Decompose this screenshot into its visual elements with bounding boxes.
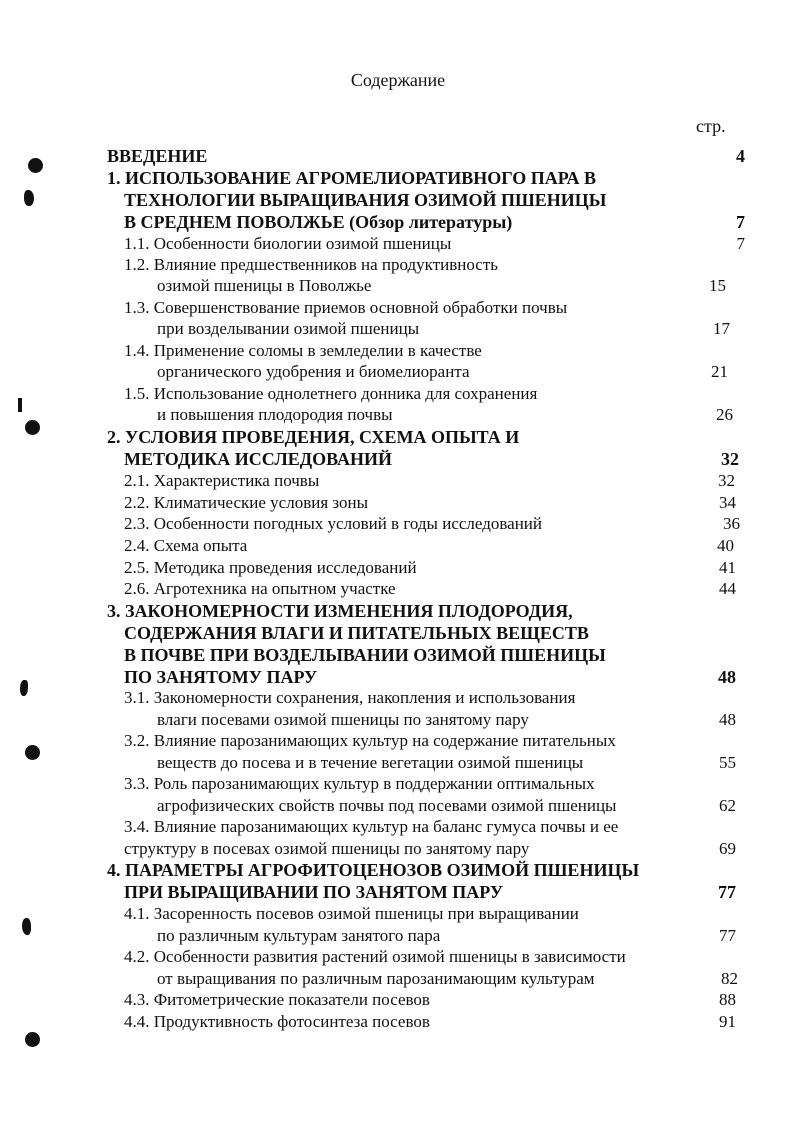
punch-hole-dot <box>25 745 40 760</box>
toc-entry-text: 3.3. Роль парозанимающих культур в поддержании оптимальных <box>124 774 595 793</box>
toc-entry-text: 1.4. Применение соломы в земледелии в качестве <box>124 341 482 360</box>
page-column-header: стр. <box>696 116 726 136</box>
toc-page-number: 4 <box>736 146 745 166</box>
toc-entry-text: 4.4. Продуктивность фотосинтеза посевов <box>124 1012 430 1031</box>
toc-entry-text: 1. ИСПОЛЬЗОВАНИЕ АГРОМЕЛИОРАТИВНОГО ПАРА В <box>107 168 596 188</box>
toc-entry-text: 2.1. Характеристика почвы <box>124 471 320 490</box>
toc-entry-text: В СРЕДНЕМ ПОВОЛЖЬЕ (Обзор литературы) <box>124 212 513 232</box>
toc-entry-text: от выращивания по различным парозанимающим культурам <box>157 969 595 988</box>
toc-entry-text: 3. ЗАКОНОМЕРНОСТИ ИЗМЕНЕНИЯ ПЛОДОРОДИЯ, <box>107 601 573 621</box>
page-title: Содержание <box>350 70 446 90</box>
toc-entry-text: органического удобрения и биомелиоранта <box>157 362 470 381</box>
toc-entry-text: по различным культурам занятого пара <box>157 926 441 945</box>
toc-page-number: 7 <box>736 212 745 232</box>
toc-entry-text: МЕТОДИКА ИССЛЕДОВАНИЙ <box>124 449 393 469</box>
scan-mark <box>22 918 31 935</box>
scan-mark <box>24 190 34 206</box>
punch-hole-dot <box>28 158 43 173</box>
toc-page-number: 7 <box>736 234 745 253</box>
toc-page-number: 32 <box>718 471 735 490</box>
toc-page-number: 44 <box>719 579 736 598</box>
toc-entry-text: ПО ЗАНЯТОМУ ПАРУ <box>124 667 318 687</box>
toc-entry-text: 1.2. Влияние предшественников на продуктивность <box>124 255 499 274</box>
toc-entry-text: при возделывании озимой пшеницы <box>157 319 420 338</box>
toc-entry-text: 2.6. Агротехника на опытном участке <box>124 579 396 598</box>
toc-entry-text: веществ до посева и в течение вегетации озимой пшеницы <box>157 753 584 772</box>
toc-page-number: 15 <box>709 276 726 295</box>
toc-page-number: 48 <box>718 667 736 687</box>
toc-entry-text: озимой пшеницы в Поволжье <box>157 276 372 295</box>
toc-page-number: 34 <box>719 493 736 512</box>
toc-page-number: 91 <box>719 1012 736 1031</box>
toc-page-number: 36 <box>723 514 740 533</box>
toc-entry-text: 1.3. Совершенствование приемов основной обработки почвы <box>124 298 568 317</box>
toc-page-number: 48 <box>719 710 736 729</box>
toc-page-number: 77 <box>718 882 736 902</box>
toc-page-number: 40 <box>717 536 734 555</box>
toc-entry-text: СОДЕРЖАНИЯ ВЛАГИ И ПИТАТЕЛЬНЫХ ВЕЩЕСТВ <box>124 623 589 643</box>
toc-page-number: 41 <box>719 558 736 577</box>
toc-page-number: 26 <box>716 405 733 424</box>
toc-entry-text: 2.2. Климатические условия зоны <box>124 493 369 512</box>
toc-entry-text: 2.5. Методика проведения исследований <box>124 558 417 577</box>
toc-page-number: 77 <box>719 926 736 945</box>
toc-entry-text: 4. ПАРАМЕТРЫ АГРОФИТОЦЕНОЗОВ ОЗИМОЙ ПШЕНИЦЫ <box>107 860 640 880</box>
toc-entry-text: 2.3. Особенности погодных условий в годы исследований <box>124 514 543 533</box>
punch-hole-dot <box>25 420 40 435</box>
toc-entry-text: ТЕХНОЛОГИИ ВЫРАЩИВАНИЯ ОЗИМОЙ ПШЕНИЦЫ <box>124 190 607 210</box>
scan-mark <box>20 680 28 696</box>
toc-entry-text: структуру в посевах озимой пшеницы по занятому пару <box>124 839 530 858</box>
scan-mark <box>18 398 22 412</box>
toc-entry-text: 3.2. Влияние парозанимающих культур на содержание питательных <box>124 731 616 750</box>
toc-entry-text: 3.4. Влияние парозанимающих культур на баланс гумуса почвы и ее <box>124 817 619 836</box>
toc-page-number: 32 <box>721 449 739 469</box>
toc-entry-text: ВВЕДЕНИЕ <box>107 146 208 166</box>
toc-entry-text: 4.3. Фитометрические показатели посевов <box>124 990 430 1009</box>
toc-entry-text: В ПОЧВЕ ПРИ ВОЗДЕЛЫВАНИИ ОЗИМОЙ ПШЕНИЦЫ <box>124 645 606 665</box>
toc-entry-text: 3.1. Закономерности сохранения, накопления и использования <box>124 688 576 707</box>
toc-entry-text: 1.5. Использование однолетнего донника для сохранения <box>124 384 538 403</box>
toc-page-number: 62 <box>719 796 736 815</box>
toc-page-number: 69 <box>719 839 736 858</box>
toc-page-number: 82 <box>721 969 738 988</box>
toc-entry-text: влаги посевами озимой пшеницы по занятому пару <box>157 710 529 729</box>
toc-entry-text: ПРИ ВЫРАЩИВАНИИ ПО ЗАНЯТОМ ПАРУ <box>124 882 504 902</box>
toc-page-number: 55 <box>719 753 736 772</box>
toc-page-number: 88 <box>719 990 736 1009</box>
punch-hole-dot <box>25 1032 40 1047</box>
toc-entry-text: 1.1. Особенности биологии озимой пшеницы <box>124 234 452 253</box>
toc-page-number: 21 <box>711 362 728 381</box>
toc-entry-text: 4.2. Особенности развития растений озимой пшеницы в зависимости <box>124 947 626 966</box>
toc-entry-text: и повышения плодородия почвы <box>157 405 393 424</box>
toc-entry-text: 2.4. Схема опыта <box>124 536 248 555</box>
toc-entry-text: 2. УСЛОВИЯ ПРОВЕДЕНИЯ, СХЕМА ОПЫТА И <box>107 427 520 447</box>
toc-entry-text: агрофизических свойств почвы под посевами озимой пшеницы <box>157 796 617 815</box>
toc-entry-text: 4.1. Засоренность посевов озимой пшеницы при выращивании <box>124 904 579 923</box>
toc-page-number: 17 <box>713 319 730 338</box>
